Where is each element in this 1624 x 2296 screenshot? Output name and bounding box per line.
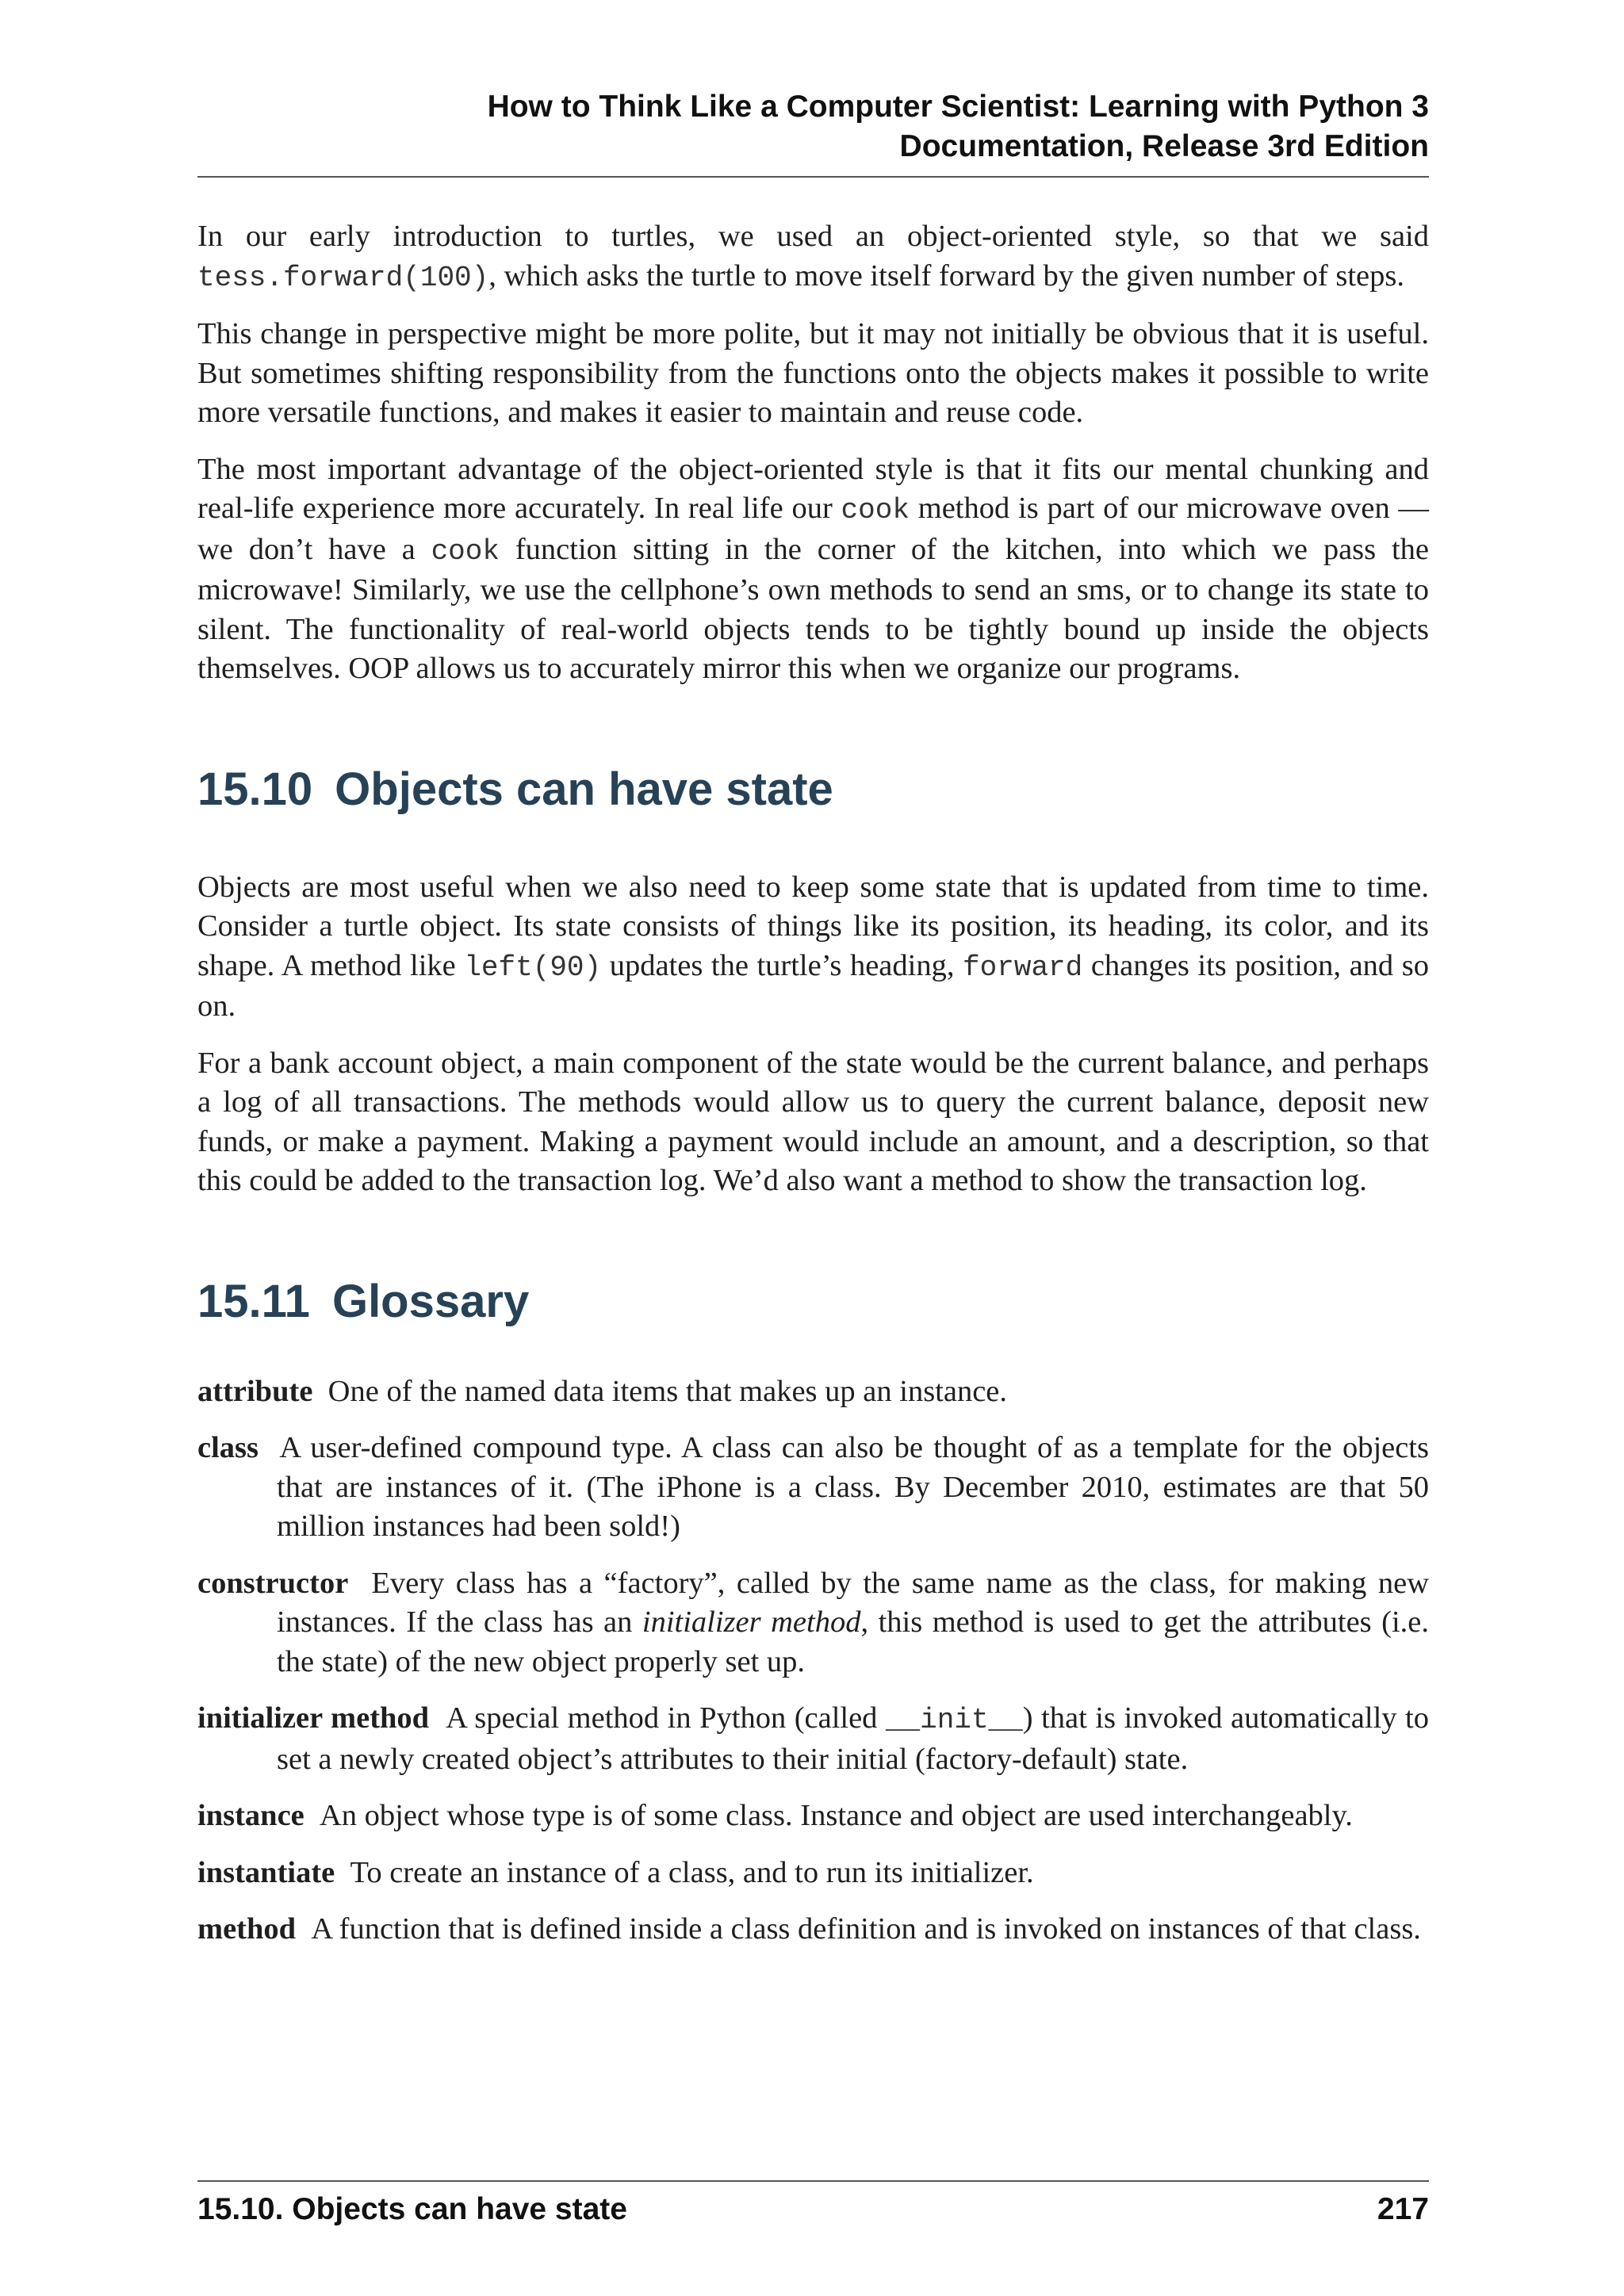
header-line-1: How to Think Like a Computer Scientist: Learning with Python 3 bbox=[487, 90, 1429, 124]
glossary-term: instantiate bbox=[197, 1855, 335, 1889]
intro-paragraph-1 bbox=[197, 217, 1429, 297]
text: The most important advantage of the object-oriented style is that it fits our mental chunking and real-life experience more accurately. In real life our bbox=[197, 452, 1429, 525]
glossary-definition: An object whose type is of some class. Instance and object are used interchangeably. bbox=[320, 1799, 1353, 1832]
glossary-term: constructor bbox=[197, 1566, 349, 1600]
document-page bbox=[197, 87, 1429, 2228]
glossary-entry-attribute bbox=[197, 1372, 1429, 1412]
running-header bbox=[197, 87, 1429, 178]
glossary-entry-instantiate bbox=[197, 1854, 1429, 1893]
glossary-entry-class bbox=[197, 1429, 1429, 1547]
section-heading-15-11 bbox=[197, 1274, 1429, 1330]
inline-code: cook bbox=[431, 534, 500, 568]
running-footer bbox=[197, 2180, 1429, 2229]
glossary-list bbox=[197, 1372, 1429, 1950]
glossary-entry-initializer-method bbox=[197, 1699, 1429, 1779]
glossary-definition: A user-defined compound type. A class can also be thought of as a template for the objects that are instances of it. (The iPhone is a class. By December 2010, estimates are that 50 million instances had been sold!) bbox=[277, 1431, 1429, 1543]
section-title: Objects can have state bbox=[335, 763, 833, 815]
intro-paragraph-3 bbox=[197, 450, 1429, 689]
glossary-term: class bbox=[197, 1431, 259, 1464]
glossary-term: initializer method bbox=[197, 1701, 430, 1735]
state-paragraph-2: For a bank account object, a main component of the state would be the current balance, and perhaps a log of all transactions. The methods would allow us to query the current balance, deposit new funds, or make a payment. Making a payment would include an amount, and a description, so that this could be added to the transaction log. We’d also want a method to show the transaction log. bbox=[197, 1046, 1429, 1197]
text: changes its position, and so on. bbox=[197, 948, 1429, 1023]
glossary-definition: One of the named data items that makes up an instance. bbox=[327, 1374, 1008, 1408]
text: , which asks the turtle to move itself forward by the given number of steps. bbox=[488, 258, 1405, 293]
section-number: 15.11 bbox=[197, 1275, 310, 1327]
glossary-definition: ) that is invoked automatically to set a newly created object’s attributes to their initial (factory-default) state. bbox=[277, 1701, 1429, 1776]
inline-code: tess.forward(100) bbox=[197, 261, 489, 294]
glossary-entry-constructor bbox=[197, 1564, 1429, 1682]
section-heading-15-10 bbox=[197, 762, 1429, 817]
glossary-entry-method bbox=[197, 1910, 1429, 1950]
glossary-definition: , this method is used to get the attributes (i.e. the state) of the new object properly set up. bbox=[277, 1605, 1430, 1678]
glossary-definition: A function that is defined inside a class definition and is invoked on instances of that class. bbox=[311, 1912, 1421, 1946]
inline-code: __init__ bbox=[885, 1704, 1023, 1736]
inline-code: left(90) bbox=[464, 951, 602, 984]
glossary-term: attribute bbox=[197, 1374, 313, 1408]
glossary-definition: To create an instance of a class, and to run its initializer. bbox=[350, 1855, 1034, 1889]
glossary-term: method bbox=[197, 1912, 297, 1946]
glossary-definition: A special method in Python (called bbox=[446, 1701, 886, 1735]
section-number: 15.10 bbox=[197, 763, 313, 815]
text: In our early introduction to turtles, we used an object-oriented style, so that we said bbox=[197, 220, 1429, 253]
text: function sitting in the corner of the kitchen, into which we pass the microwave! Similarly, we use the cellphone’s own methods to send an sms, or to change its state to silent. The functionality of real-world objects tends to be tightly bound up inside the objects themselves. OOP allows us to accurately mirror this when we organize our programs. bbox=[197, 532, 1429, 685]
section-title: Glossary bbox=[331, 1275, 530, 1327]
glossary-term: instance bbox=[197, 1799, 304, 1832]
glossary-definition-emphasis: initializer method bbox=[642, 1605, 861, 1639]
inline-code: forward bbox=[963, 951, 1083, 984]
text: method is part of our microwave oven — we don’t have a bbox=[197, 492, 1429, 566]
page-number: 217 bbox=[1377, 2192, 1429, 2226]
glossary-definition: Every class has a “factory”, called by the same name as the class, for making new instances. If the class has an bbox=[277, 1566, 1430, 1639]
footer-section-title: 15.10. Objects can have state bbox=[197, 2192, 627, 2226]
inline-code: cook bbox=[841, 494, 910, 526]
glossary-entry-instance bbox=[197, 1797, 1429, 1836]
text: updates the turtle’s heading, bbox=[601, 948, 963, 982]
state-paragraph-1 bbox=[197, 868, 1429, 1027]
intro-paragraph-2: This change in perspective might be more polite, but it may not initially be obvious that it is useful. But sometimes shifting responsibility from the functions onto the objects makes it possible to write more versatile functions, and makes it easier to maintain and reuse code. bbox=[197, 317, 1429, 429]
text: Objects are most useful when we also need to keep some state that is updated from time to time. Consider a turtle object. Its state consists of things like its position, its heading, its color, and its shape. A method like bbox=[197, 870, 1429, 982]
header-line-2: Documentation, Release 3rd Edition bbox=[899, 129, 1429, 163]
